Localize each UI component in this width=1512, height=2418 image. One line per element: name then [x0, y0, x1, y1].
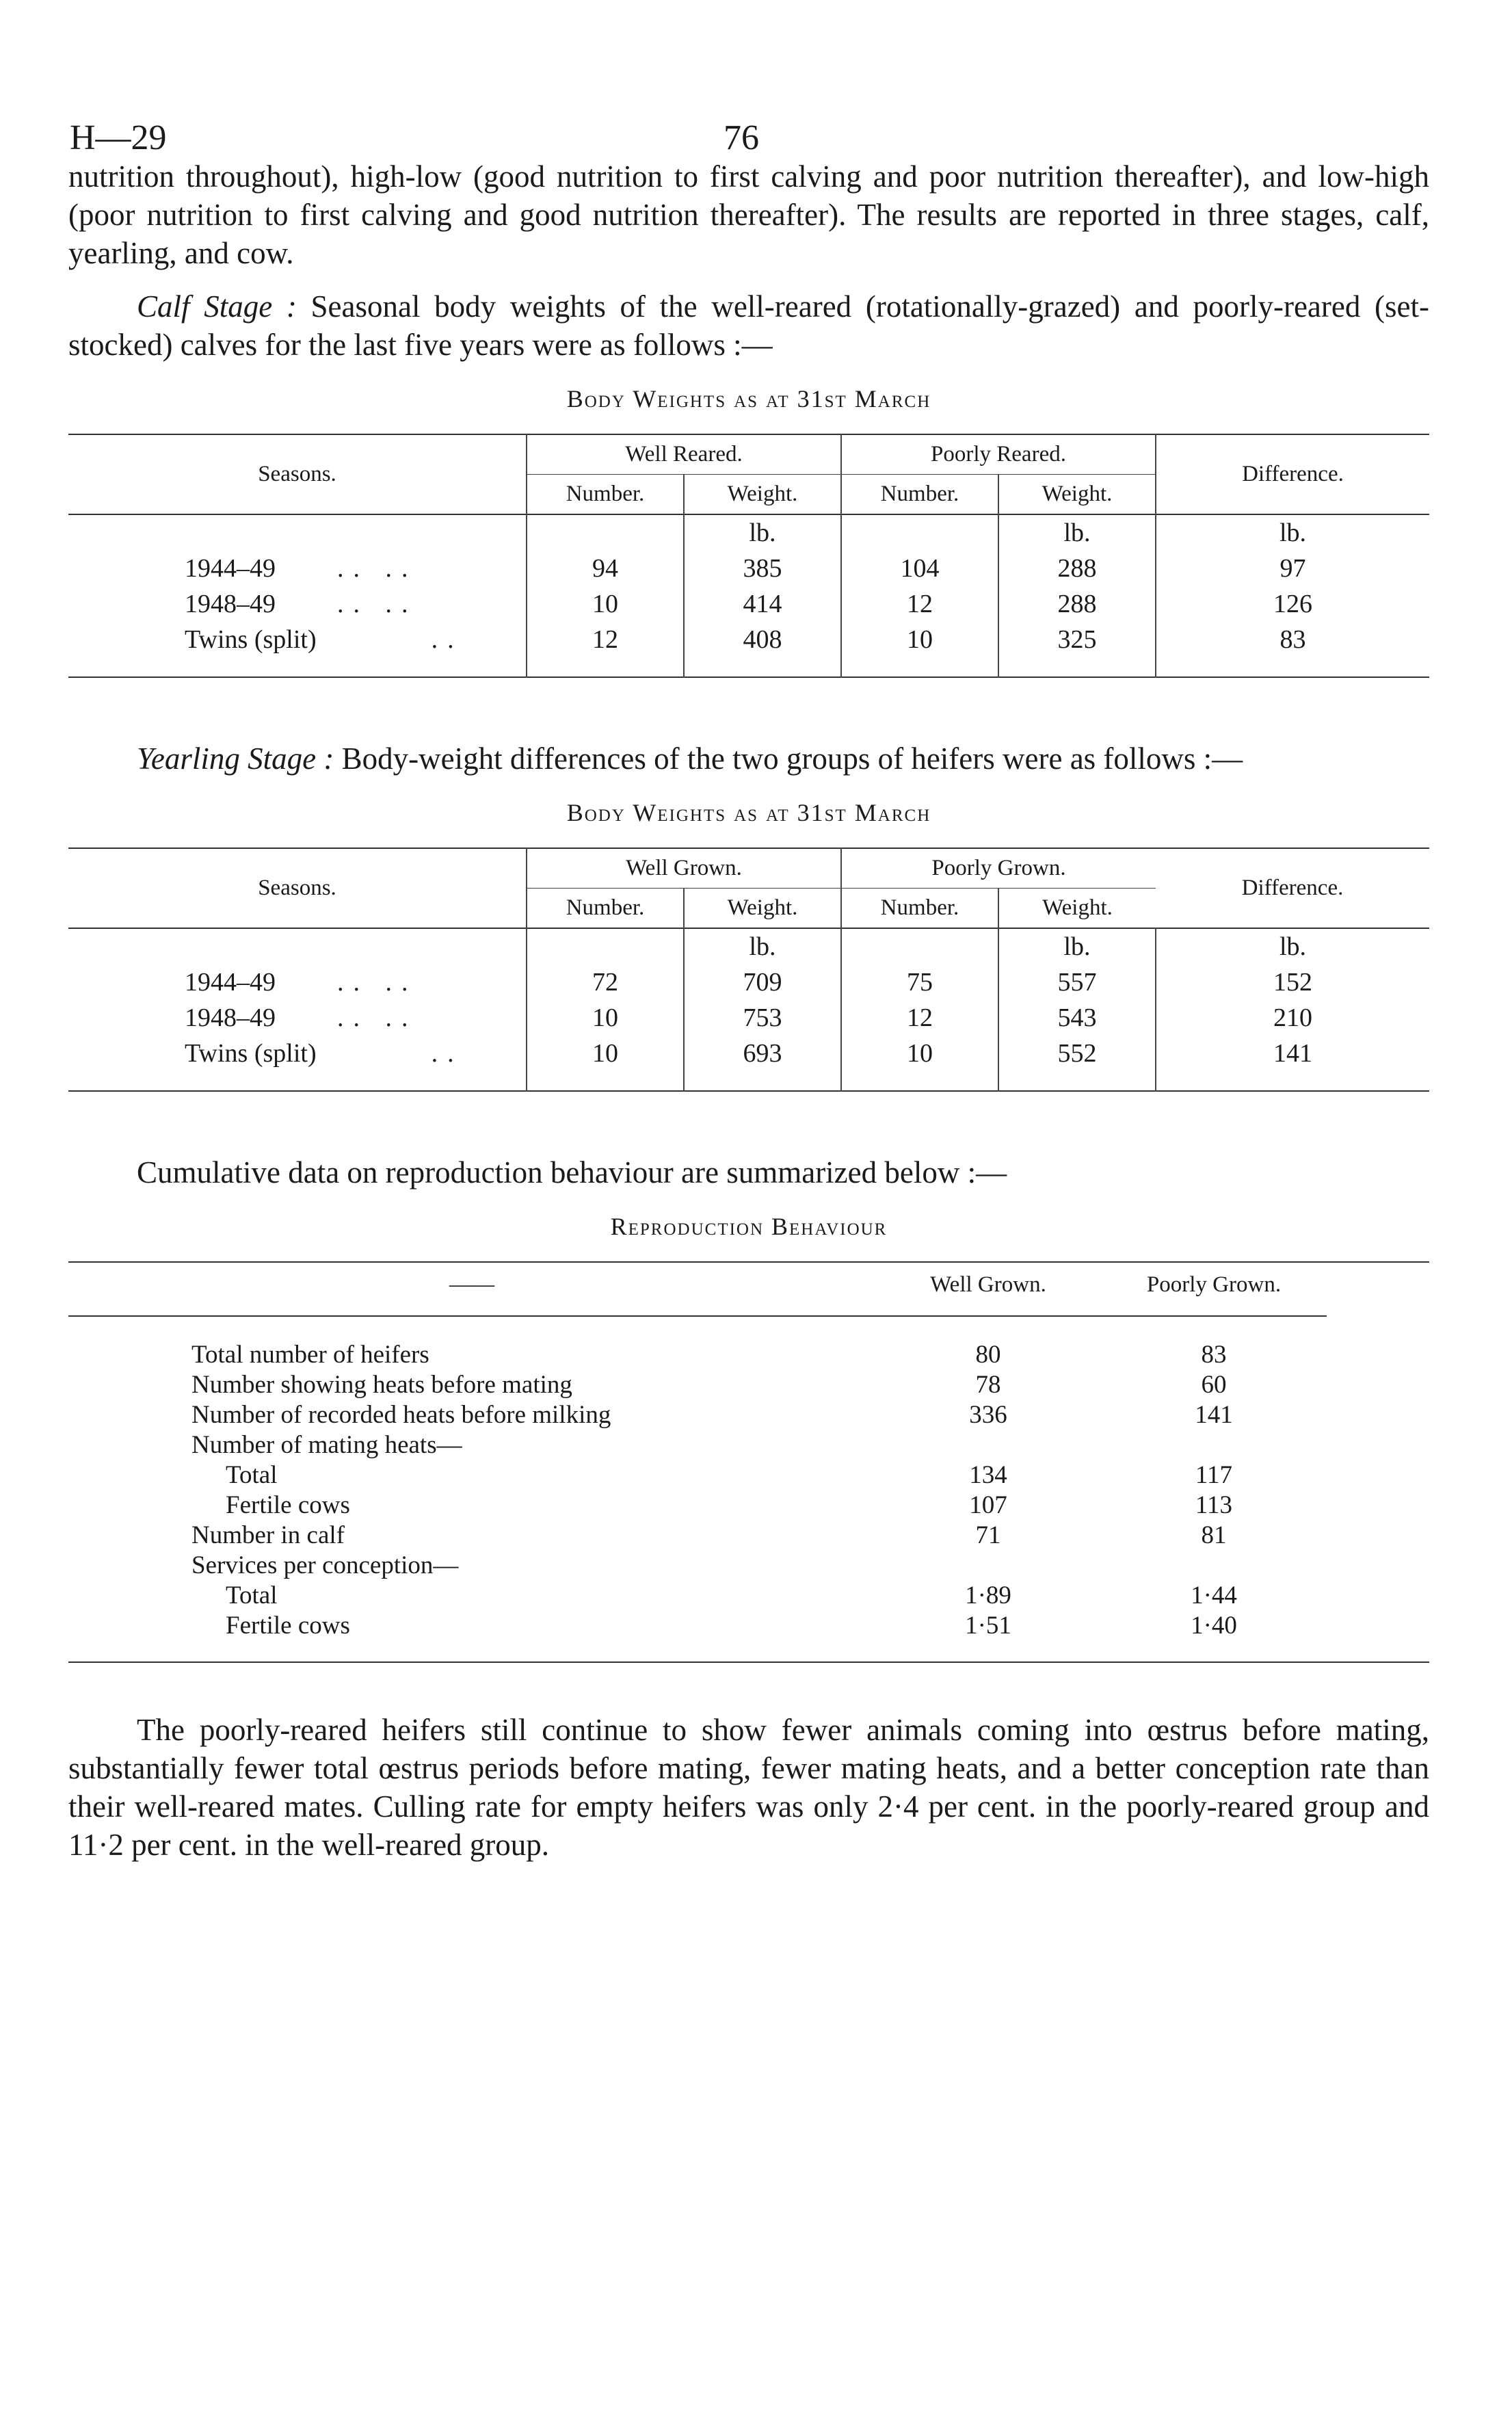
calf-stage-paragraph	[68, 287, 1429, 364]
table-row: Twins (split) .. 12 408 10 325 83	[68, 622, 1429, 677]
cell-poorly-grown: 113	[1195, 1491, 1233, 1519]
cell-well-grown: 134	[969, 1461, 1007, 1489]
calf-stage-label: Calf Stage :	[137, 289, 297, 324]
col-weight: Weight.	[684, 889, 841, 929]
unit-label: lb.	[1156, 928, 1429, 964]
row-label: Total number of heifers	[191, 1341, 429, 1369]
col-number: Number.	[841, 889, 998, 929]
cell-poorly-grown: 60	[1201, 1371, 1227, 1399]
unit-label: lb.	[998, 514, 1156, 551]
cell-poorly-grown: 1·44	[1191, 1581, 1237, 1609]
page-number: 76	[724, 118, 759, 157]
cell-difference: 83	[1156, 622, 1429, 677]
table-row: 1948–49 .. .. 10 753 12 543 210	[68, 1000, 1429, 1036]
row-label: Number of mating heats—	[191, 1431, 462, 1459]
calf-stage-text: Seasonal body weights of the well-reared (rotationally-grazed) and poorly-reared (set-stocked) calves for the last five years were as follows :—	[68, 289, 1429, 362]
table2-caption: Body Weights as at 31st March	[566, 799, 931, 826]
body-weights-yearling-table	[68, 847, 1429, 1092]
col-poorly-grown: Poorly Grown.	[1101, 1262, 1327, 1316]
cell-number: 10	[527, 1036, 684, 1091]
season-label: Twins (split)	[185, 625, 317, 654]
cell-poorly-grown: 1·40	[1191, 1612, 1237, 1640]
col-number: Number.	[841, 475, 998, 515]
cell-number: 10	[841, 622, 998, 677]
cell-weight: 385	[684, 551, 841, 586]
cell-weight: 552	[998, 1036, 1156, 1091]
col-weight: Weight.	[998, 475, 1156, 515]
cell-well-grown: 71	[975, 1521, 1001, 1549]
col-difference: Difference.	[1241, 876, 1344, 900]
cell-well-grown: 336	[969, 1401, 1007, 1429]
row-label: Number in calf	[191, 1521, 345, 1549]
table-row: Twins (split) .. 10 693 10 552 141	[68, 1036, 1429, 1091]
cell-number: 10	[527, 1000, 684, 1036]
cell-number: 10	[527, 586, 684, 622]
group-poorly-grown: Poorly Grown.	[841, 848, 1156, 889]
unit-label: lb.	[684, 514, 841, 551]
cell-well-grown	[875, 1430, 1101, 1460]
row-label: Number of recorded heats before milking	[191, 1401, 611, 1429]
table-row: 1944–49 .. .. 72 709 75 557 152	[68, 964, 1429, 1000]
cell-poorly-grown	[1101, 1551, 1327, 1581]
cell-well-grown: 1·51	[965, 1612, 1011, 1640]
season-label: 1944–49	[185, 968, 276, 997]
cell-well-grown: 80	[975, 1341, 1001, 1369]
cell-difference: 210	[1156, 1000, 1429, 1036]
cell-weight: 753	[684, 1000, 841, 1036]
table-row	[68, 1460, 1429, 1490]
reproduction-intro: Cumulative data on reproduction behaviour are summarized below :—	[137, 1155, 1007, 1190]
cell-number: 72	[527, 964, 684, 1000]
season-label: 1948–49	[185, 1003, 276, 1032]
col-weight: Weight.	[998, 889, 1156, 929]
cell-number: 12	[527, 622, 684, 677]
col-well-grown: Well Grown.	[875, 1262, 1101, 1316]
col-blank: ——	[68, 1262, 875, 1316]
intro-paragraph: nutrition throughout), high-low (good nutrition to first calving and poor nutrition thereafter), and low-high (poor nutrition to first calving and good nutrition thereafter). The results are reported in three stages, calf, yearling, and cow.	[68, 159, 1429, 270]
group-well-reared: Well Reared.	[527, 434, 841, 475]
cell-weight: 325	[998, 622, 1156, 677]
cell-difference: 141	[1156, 1036, 1429, 1091]
unit-label: lb.	[1156, 514, 1429, 551]
cell-weight: 414	[684, 586, 841, 622]
season-label: 1944–49	[185, 554, 276, 583]
row-label: Total	[226, 1581, 278, 1609]
table-row: 1944–49 .. .. 94 385 104 288 97	[68, 551, 1429, 586]
cell-number: 12	[841, 586, 998, 622]
cell-well-grown: 107	[969, 1491, 1007, 1519]
table-row	[68, 1340, 1429, 1370]
col-difference: Difference.	[1156, 434, 1429, 514]
table-row	[68, 1611, 1429, 1641]
table-row	[68, 1490, 1429, 1521]
row-label: Services per conception—	[191, 1551, 459, 1579]
cell-difference: 126	[1156, 586, 1429, 622]
yearling-stage-label: Yearling Stage :	[137, 741, 334, 776]
group-well-grown: Well Grown.	[527, 848, 841, 889]
unit-label: lb.	[998, 928, 1156, 964]
cell-weight: 709	[684, 964, 841, 1000]
col-number: Number.	[527, 889, 684, 929]
yearling-stage-paragraph	[68, 739, 1429, 778]
table-row	[68, 1521, 1429, 1551]
page-header	[68, 103, 1429, 157]
cell-weight: 288	[998, 551, 1156, 586]
body-weights-calf-table	[68, 434, 1429, 678]
yearling-stage-text: Body-weight differences of the two groups of heifers were as follows :—	[341, 741, 1243, 776]
cell-weight: 288	[998, 586, 1156, 622]
cell-number: 75	[841, 964, 998, 1000]
row-label: Number showing heats before mating	[191, 1371, 572, 1399]
cell-poorly-grown: 141	[1195, 1401, 1233, 1429]
cell-well-grown	[875, 1551, 1101, 1581]
unit-label: lb.	[684, 928, 841, 964]
cell-poorly-grown: 83	[1201, 1341, 1227, 1369]
col-seasons: Seasons.	[258, 876, 336, 900]
table-row	[68, 1581, 1429, 1611]
cell-poorly-grown: 117	[1195, 1461, 1233, 1489]
cell-number: 94	[527, 551, 684, 586]
row-label: Fertile cows	[226, 1491, 350, 1519]
document-code: H—29	[70, 118, 167, 157]
document-page	[68, 103, 1429, 1864]
cell-well-grown: 1·89	[965, 1581, 1011, 1609]
row-label: Total	[226, 1461, 278, 1489]
table1-caption: Body Weights as at 31st March	[566, 385, 931, 412]
table-row	[68, 1400, 1429, 1430]
cell-number: 10	[841, 1036, 998, 1091]
row-label: Fertile cows	[226, 1612, 350, 1640]
table-row	[68, 1370, 1429, 1400]
table-row	[68, 1430, 1429, 1460]
group-poorly-reared: Poorly Reared.	[841, 434, 1156, 475]
table-row	[68, 1551, 1429, 1581]
cell-number: 104	[841, 551, 998, 586]
col-number: Number.	[527, 475, 684, 515]
season-label: Twins (split)	[185, 1039, 317, 1068]
cell-difference: 152	[1156, 964, 1429, 1000]
col-weight: Weight.	[684, 475, 841, 515]
table-row: 1948–49 .. .. 10 414 12 288 126	[68, 586, 1429, 622]
cell-poorly-grown	[1101, 1430, 1327, 1460]
closing-paragraph: The poorly-reared heifers still continue to show fewer animals coming into œstrus before mating, substantially fewer total œstrus periods before mating, fewer mating heats, and a better conception rate than their well-reared mates. Culling rate for empty heifers was only 2·4 per cent. in the poorly-reared group and 11·2 per cent. in the well-reared group.	[68, 1713, 1429, 1862]
cell-difference: 97	[1156, 551, 1429, 586]
cell-number: 12	[841, 1000, 998, 1036]
reproduction-behaviour-table	[68, 1261, 1429, 1663]
table3-caption: Reproduction Behaviour	[610, 1213, 888, 1240]
col-seasons: Seasons.	[258, 462, 336, 486]
cell-poorly-grown: 81	[1201, 1521, 1227, 1549]
cell-weight: 693	[684, 1036, 841, 1091]
season-label: 1948–49	[185, 590, 276, 618]
cell-weight: 543	[998, 1000, 1156, 1036]
cell-well-grown: 78	[975, 1371, 1001, 1399]
cell-weight: 557	[998, 964, 1156, 1000]
cell-weight: 408	[684, 622, 841, 677]
